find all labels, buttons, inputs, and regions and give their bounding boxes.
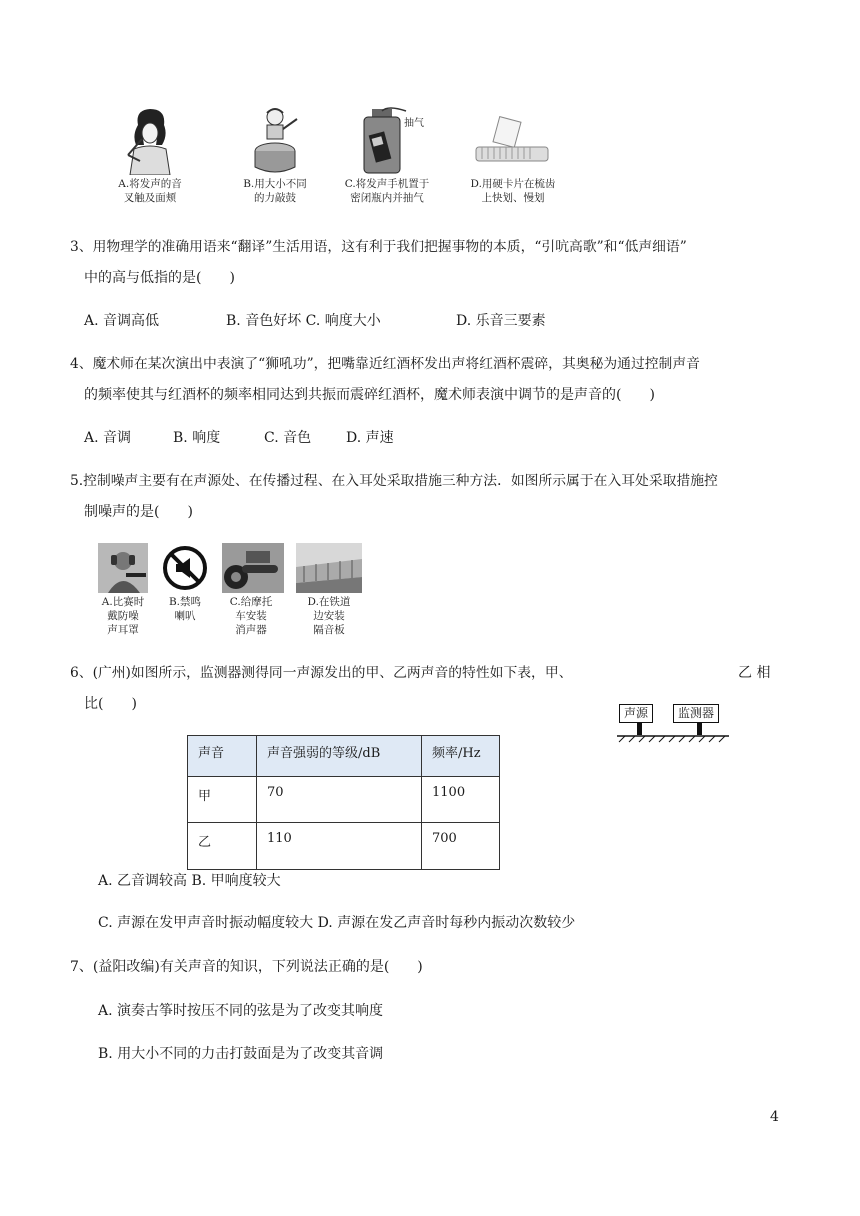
q4-option-b: B. 响度	[173, 430, 221, 446]
q5-caption-a-line3: 声耳罩	[107, 624, 139, 636]
page-number: 4	[770, 1109, 779, 1125]
girl-tuning-fork-illustration	[120, 105, 180, 175]
q7-line1: 7、(益阳改编)有关声音的知识，下列说法正确的是( )	[70, 959, 423, 975]
q2-caption-b-line1: B.用大小不同	[243, 178, 307, 190]
q3-option-d: D. 乐音三要素	[456, 313, 546, 329]
q6-options-line1: A. 乙音调较高 B. 甲响度较大	[98, 873, 281, 889]
table-cell: 70	[257, 777, 422, 823]
table-cell: 甲	[188, 777, 257, 823]
q3-option-a: A. 音调高低	[84, 313, 160, 329]
q5-line2: 制噪声的是( )	[84, 504, 193, 520]
q6-line1: 6、(广州)如图所示，监测器测得同一声源发出的甲、乙两声音的特性如下表，甲、	[70, 665, 573, 681]
q6-line2: 比( )	[84, 696, 137, 712]
table-cell: 700	[422, 823, 500, 870]
table-cell: 乙	[188, 823, 257, 870]
table-cell: 110	[257, 823, 422, 870]
q5-caption-a-line1: A.比赛时	[101, 596, 145, 608]
q7-option-b: B. 用大小不同的力击打鼓面是为了改变其音调	[98, 1046, 384, 1062]
source-post	[637, 723, 642, 735]
q6-line1-tail: 乙 相	[738, 665, 771, 681]
table-row	[188, 777, 500, 823]
table-row	[188, 823, 500, 870]
ground-line	[617, 735, 729, 743]
q5-caption-a-line2: 戴防噪	[107, 610, 139, 622]
q5-caption-c-line2: 车安装	[235, 610, 267, 622]
source-monitor-diagram	[617, 704, 729, 744]
q5-line1: 5.控制噪声主要有在声源处、在传播过程、在入耳处采取措施三种方法．如图所示属于在入耳处采取措施控	[70, 473, 718, 489]
table-cell: 1100	[422, 777, 500, 823]
q4-line2: 的频率使其与红酒杯的频率相同达到共振而震碎红酒杯，魔术师表演中调节的是声音的( )	[84, 387, 655, 403]
q2-caption-a-line1: A.将发声的音	[118, 178, 182, 190]
table-header-row	[188, 736, 500, 777]
sound-data-table	[187, 735, 500, 870]
q3-line1: 3、用物理学的准确用语来“翻译”生活用语，这有利于我们把握事物的本质，“引吭高歌”和“低声细语”	[70, 239, 687, 255]
monitor-post	[697, 723, 702, 735]
comb-card-illustration	[472, 115, 552, 173]
q3-line2: 中的高与低指的是( )	[84, 270, 235, 286]
q5-figure	[98, 543, 368, 643]
q4-option-a: A. 音调	[84, 430, 132, 446]
drummer-illustration	[245, 105, 305, 175]
q5-caption-c-line1: C.给摩托	[229, 596, 273, 608]
q5-caption-c-line3: 消声器	[235, 624, 267, 636]
muffler-photo	[222, 543, 284, 593]
monitor-label: 监测器	[673, 704, 719, 723]
railway-barrier-photo	[296, 543, 362, 593]
sound-source-label: 声源	[619, 704, 653, 723]
q6-options-line2: C. 声源在发甲声音时振动幅度较大 D. 声源在发乙声音时每秒内振动次数较少	[98, 915, 576, 931]
q2-caption-c-line1: C.将发声手机置于	[344, 178, 430, 190]
q5-caption-b-line1: B.禁鸣	[168, 596, 202, 608]
q5-caption-d-line2: 边安装	[313, 610, 345, 622]
q5-caption-b-line2: 喇叭	[174, 610, 196, 622]
q2-figure	[100, 105, 600, 220]
q2-caption-d-line2: 上快划、慢划	[481, 192, 545, 204]
earmuff-photo	[98, 543, 148, 593]
q2-caption-d-line1: D.用硬卡片在梳齿	[470, 178, 556, 190]
q4-option-c: C. 音色	[264, 430, 312, 446]
q2-caption-a-line2: 叉触及面颊	[123, 192, 177, 204]
phone-in-jar-illustration	[358, 105, 408, 175]
no-horn-sign-icon	[162, 545, 208, 591]
pump-label: 抽气	[404, 118, 424, 129]
q5-caption-d-line3: 隔音板	[313, 624, 345, 636]
q3-option-b-c: B. 音色好坏 C. 响度大小	[226, 313, 381, 329]
table-header-cell: 频率/Hz	[422, 736, 500, 777]
q2-caption-b-line2: 的力敲鼓	[254, 192, 296, 204]
q7-option-a: A. 演奏古筝时按压不同的弦是为了改变其响度	[98, 1003, 384, 1019]
table-header-cell: 声音强弱的等级/dB	[257, 736, 422, 777]
q2-caption-c-line2: 密闭瓶内并抽气	[350, 192, 424, 204]
q4-line1: 4、魔术师在某次演出中表演了“狮吼功”，把嘴靠近红酒杯发出声将红酒杯震碎，其奥秘为通过控制声音	[70, 356, 700, 372]
q4-option-d: D. 声速	[346, 430, 394, 446]
q5-caption-d-line1: D.在铁道	[307, 596, 351, 608]
table-header-cell: 声音	[188, 736, 257, 777]
